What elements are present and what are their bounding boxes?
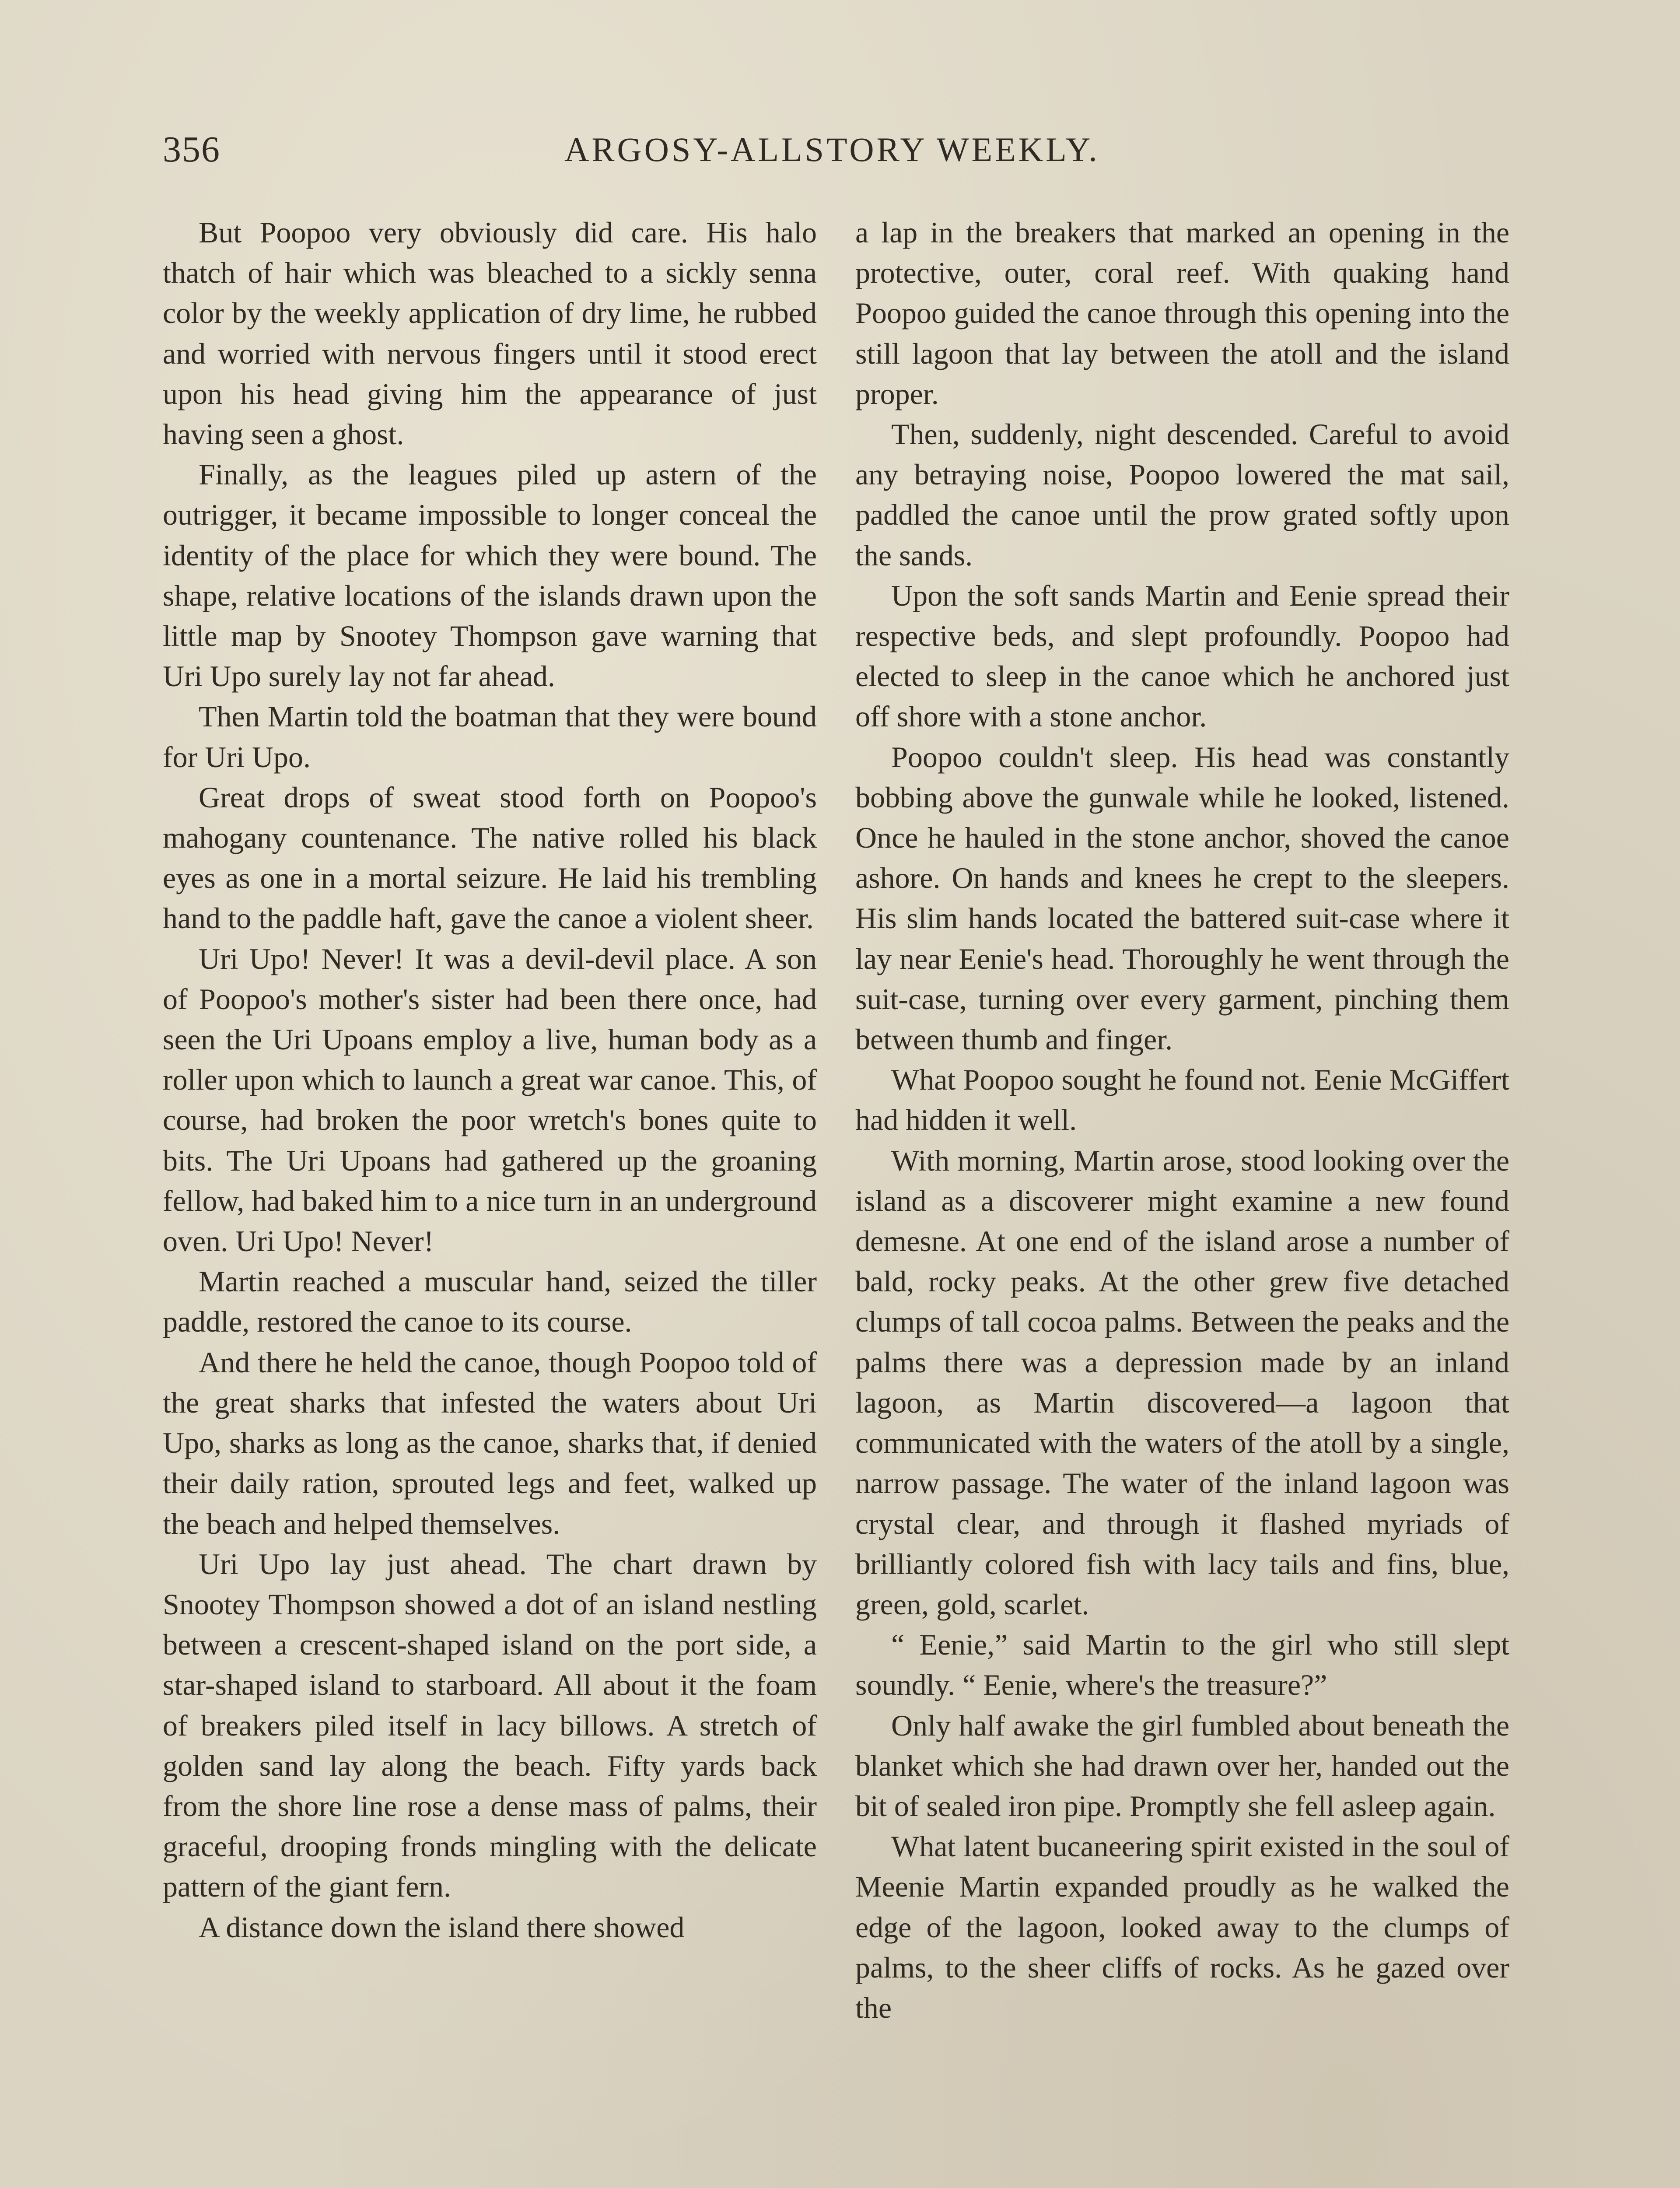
running-head: ARGOSY-ALLSTORY WEEKLY. bbox=[564, 130, 1100, 168]
paragraph: Martin reached a muscular hand, seized the tiller paddle, restored the canoe to its course. bbox=[163, 1265, 817, 1339]
paragraph: Then Martin told the boatman that they were bound for Uri Upo. bbox=[163, 700, 817, 774]
paragraph: A distance down the island there showed bbox=[199, 1910, 685, 1944]
paragraph: What latent bucaneering spirit existed in the soul of Meenie Martin expanded proudly as he walked the edge of the lagoon, looked away to the clumps of palms, to the sheer cliffs of rocks. As he gazed over the bbox=[855, 1830, 1509, 2024]
paragraph: But Poopoo very obviously did care. His halo thatch of hair which was bleached to a sickly senna color by the weekly application of dry lime, he rubbed and worried with nervous fingers until it stood erect upon his head giving him the appearance of just having seen a ghost. bbox=[163, 216, 817, 451]
paragraph: Uri Upo! Never! It was a devil-devil place. A son of Poopoo's mother's sister had been there once, had seen the Uri Upoans employ a live, human body as a roller upon which to launch a great war canoe. This, of course, had broken the poor wretch's bones quite to bits. The Uri Upoans had gathered up the groaning fellow, had baked him to a nice turn in an underground oven. Uri Upo! Never! bbox=[163, 942, 817, 1258]
paragraph: Upon the soft sands Martin and Eenie spread their respective beds, and slept profoundly. Poopoo had elected to sleep in the canoe which he anchored just off shore with a stone anchor. bbox=[855, 579, 1509, 733]
right-column bbox=[855, 212, 1509, 2028]
paragraph: With morning, Martin arose, stood looking over the island as a discoverer might examine a new found demesne. At one end of the island arose a number of bald, rocky peaks. At the other grew five detached clumps of tall cocoa palms. Between the peaks and the palms there was a depression made by an inland lagoon, as Martin discovered—a lagoon that communicated with the waters of the atoll by a single, narrow passage. The water of the inland lagoon was crystal clear, and through it flashed myriads of brilliantly colored fish with lacy tails and fins, blue, green, gold, scarlet. bbox=[855, 1143, 1509, 1621]
paragraph: Then, suddenly, night descended. Careful to avoid any betraying noise, Poopoo lowered the mat sail, paddled the canoe until the prow grated softly upon the sands. bbox=[855, 417, 1509, 572]
paragraph: Uri Upo lay just ahead. The chart drawn by Snootey Thompson showed a dot of an island nestling between a crescent-shaped island on the port side, a star-shaped island to starboard. All about it the foam of breakers piled itself in lacy billows. A stretch of golden sand lay along the beach. Fifty yards back from the shore line rose a dense mass of palms, their graceful, drooping fronds mingling with the delicate pattern of the giant fern. bbox=[163, 1547, 817, 1904]
paragraph: What Poopoo sought he found not. Eenie McGiffert had hidden it well. bbox=[855, 1063, 1509, 1137]
paragraph-continued: a lap in the breakers that marked an opening in the protective, outer, coral reef. With quaking hand Poopoo guided the canoe through this opening into the still lagoon that lay between the atoll and the island proper. bbox=[855, 216, 1509, 410]
paragraph: Poopoo couldn't sleep. His head was constantly bobbing above the gunwale while he looked, listened. Once he hauled in the stone anchor, shoved the canoe ashore. On hands and knees he crept to the sleepers. His slim hands located the battered suit-case where it lay near Eenie's head. Thoroughly he went through the suit-case, turning over every garment, pinching them between thumb and finger. bbox=[855, 740, 1509, 1056]
left-column bbox=[163, 212, 817, 1947]
page-number: 356 bbox=[163, 129, 220, 170]
paragraph: Finally, as the leagues piled up astern of the outrigger, it became impossible to longer conceal the identity of the place for which they were bound. The shape, relative locations of the islands drawn upon the little map by Snootey Thompson gave warning that Uri Upo surely lay not far ahead. bbox=[163, 458, 817, 693]
paragraph: Only half awake the girl fumbled about beneath the blanket which she had drawn over her, handed out the bit of sealed iron pipe. Promptly she fell asleep again. bbox=[855, 1708, 1509, 1823]
paragraph: “ Eenie,” said Martin to the girl who still slept soundly. “ Eenie, where's the treasure?” bbox=[855, 1628, 1509, 1702]
paragraph: And there he held the canoe, though Poopoo told of the great sharks that infested the waters about Uri Upo, sharks as long as the canoe, sharks that, if denied their daily ration, sprouted legs and feet, walked up the beach and helped themselves. bbox=[163, 1345, 817, 1540]
paragraph: Great drops of sweat stood forth on Poopoo's mahogany countenance. The native rolled his black eyes as one in a mortal seizure. He laid his trembling hand to the paddle haft, gave the canoe a violent sheer. bbox=[163, 780, 817, 935]
